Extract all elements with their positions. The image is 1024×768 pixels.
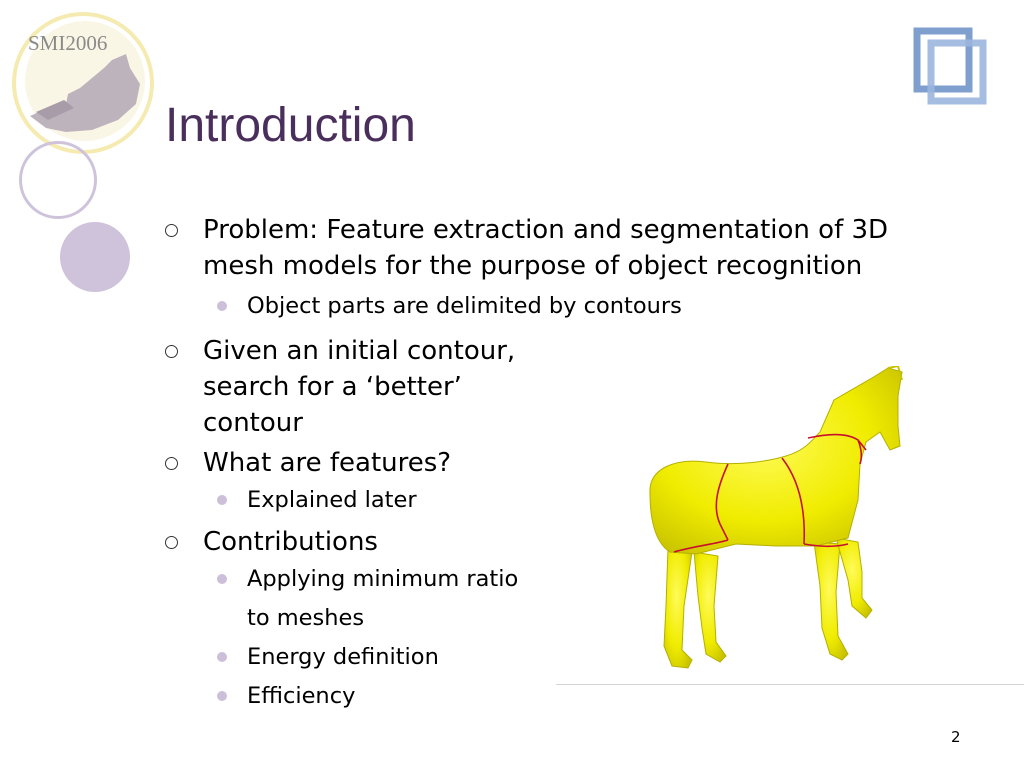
dot-bullet-icon xyxy=(217,574,227,584)
frame-icon xyxy=(912,26,988,106)
decorative-ring xyxy=(19,141,97,219)
sub-bullet-text: Explained later xyxy=(247,487,417,513)
bullet-text: Contributions xyxy=(203,527,378,557)
logo-text: SMI2006 xyxy=(28,31,108,55)
bullet-text: Given an initial contour, search for a ‘better’ contour xyxy=(203,336,516,438)
bullet-problem xyxy=(165,212,963,284)
bullet-given xyxy=(165,333,543,441)
sub-bullet-text-continued: to meshes xyxy=(247,605,365,631)
dot-bullet-icon xyxy=(217,301,227,311)
sub-bullet xyxy=(165,287,955,326)
dot-bullet-icon xyxy=(217,691,227,701)
logo-badge xyxy=(8,8,158,158)
sub-bullet xyxy=(165,677,955,716)
sub-bullet-text: Applying minimum ratio xyxy=(247,566,519,592)
circle-bullet-icon xyxy=(165,536,178,549)
slide-title: Introduction xyxy=(165,99,416,152)
footer-divider xyxy=(556,684,1024,685)
circle-bullet-icon xyxy=(165,457,178,470)
dot-bullet-icon xyxy=(217,652,227,662)
bullet-text: Problem: Feature extraction and segmentation of 3D mesh models for the purpose of object recognition xyxy=(203,215,889,281)
sub-bullet-text: Object parts are delimited by contours xyxy=(247,293,682,319)
bullet-text: What are features? xyxy=(203,448,452,478)
dot-bullet-icon xyxy=(217,495,227,505)
circle-bullet-icon xyxy=(165,345,178,358)
horse-mesh-image xyxy=(636,366,916,678)
circle-bullet-icon xyxy=(165,224,178,237)
sub-bullet-text: Energy definition xyxy=(247,644,439,670)
page-number: 2 xyxy=(951,728,961,746)
sub-bullet-text: Efficiency xyxy=(247,683,356,709)
decorative-dot xyxy=(60,222,130,292)
